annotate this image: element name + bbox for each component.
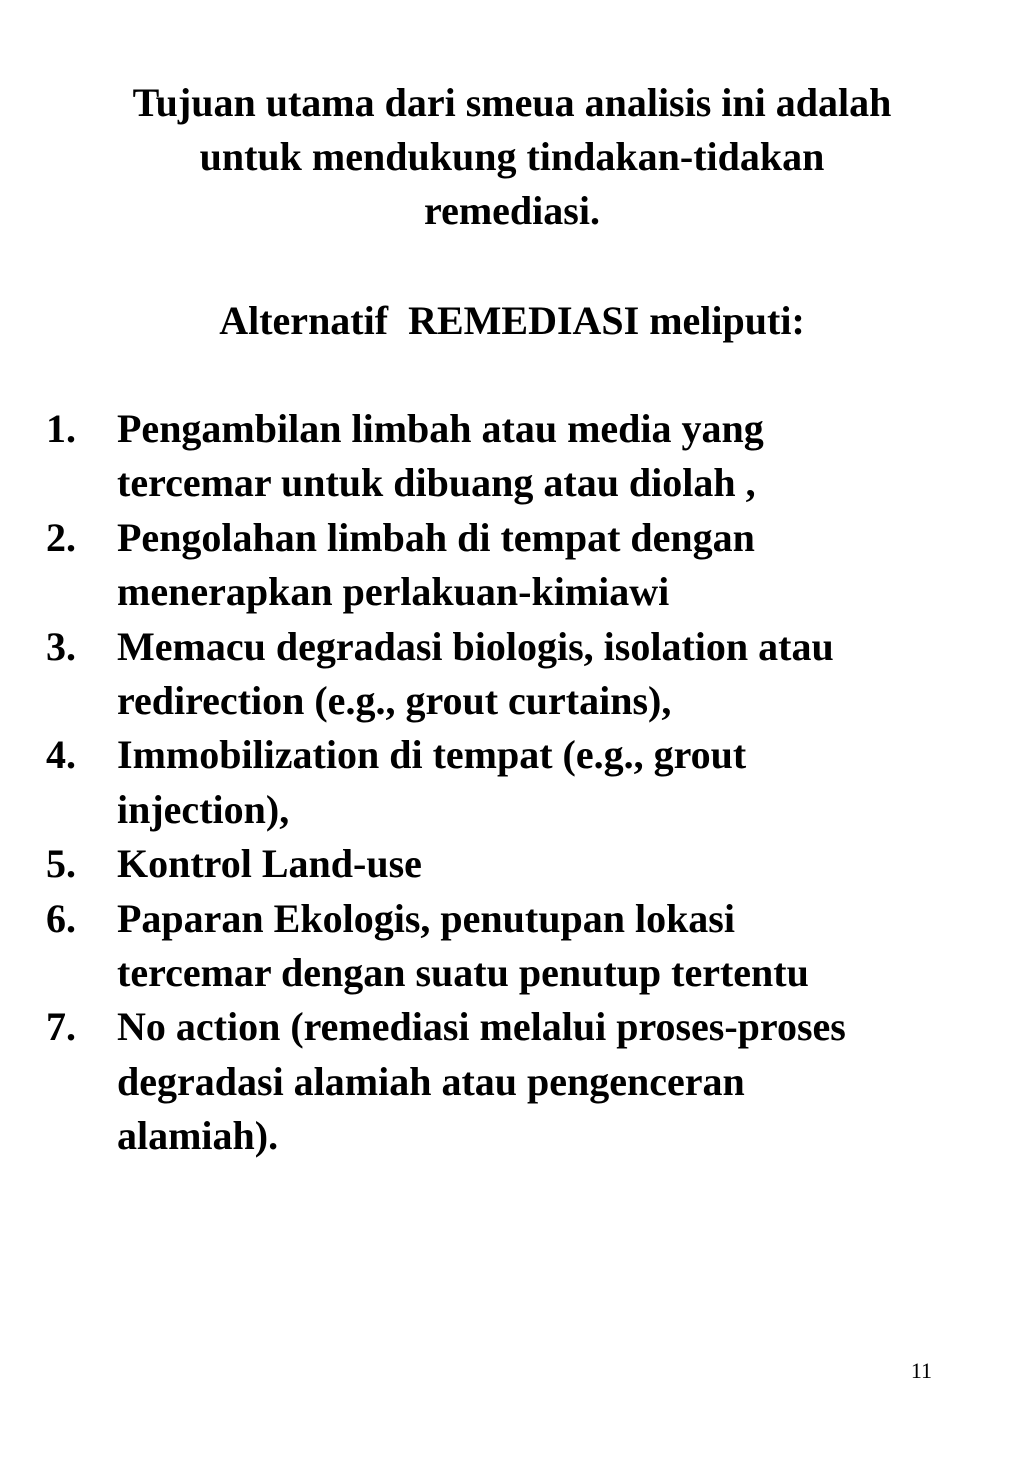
item-number: 5. — [46, 841, 76, 887]
item-number: 1. — [46, 406, 76, 451]
list-item — [46, 1000, 1006, 1163]
item-line: Pengambilan limbah atau media yang — [117, 406, 764, 451]
item-line: Immobilization di tempat (e.g., grout — [117, 732, 747, 778]
intro-line: untuk mendukung tindakan-tidakan — [199, 134, 825, 179]
intro-line: Tujuan utama dari smeua analisis ini adalah — [132, 80, 892, 125]
item-line: degradasi alamiah atau pengenceran — [117, 1058, 745, 1104]
item-line: No action (remediasi melalui proses-proses — [117, 1004, 846, 1050]
item-line: Kontrol Land-use — [117, 841, 422, 887]
list-item — [46, 837, 1006, 891]
item-line: Pengolahan limbah di tempat dengan — [117, 514, 755, 560]
page-number: 11 — [910, 1358, 932, 1383]
item-number: 6. — [46, 895, 76, 941]
list-item — [46, 402, 1006, 511]
item-line: tercemar dengan suatu penutup tertentu — [117, 950, 809, 996]
item-line: redirection (e.g., grout curtains), — [117, 678, 672, 724]
intro-paragraph — [80, 76, 944, 238]
item-line: Memacu degradasi biologis, isolation atau — [117, 623, 834, 669]
item-line: alamiah). — [117, 1113, 279, 1159]
list-item — [46, 892, 1006, 1001]
item-line: tercemar untuk dibuang atau diolah , — [117, 460, 756, 506]
item-number: 4. — [46, 732, 76, 778]
item-number: 3. — [46, 623, 76, 669]
subheading: Alternatif REMEDIASI meliputi: — [219, 298, 805, 343]
item-line: menerapkan perlakuan-kimiawi — [117, 569, 670, 615]
intro-line: remediasi. — [424, 188, 600, 233]
item-number: 2. — [46, 514, 76, 560]
item-line: injection), — [117, 786, 290, 832]
list-item — [46, 728, 1006, 837]
list-item — [46, 620, 1006, 729]
item-line: Paparan Ekologis, penutupan lokasi — [117, 895, 735, 941]
remediation-list — [46, 402, 1006, 1164]
item-number: 7. — [46, 1004, 76, 1050]
list-item — [46, 511, 1006, 620]
